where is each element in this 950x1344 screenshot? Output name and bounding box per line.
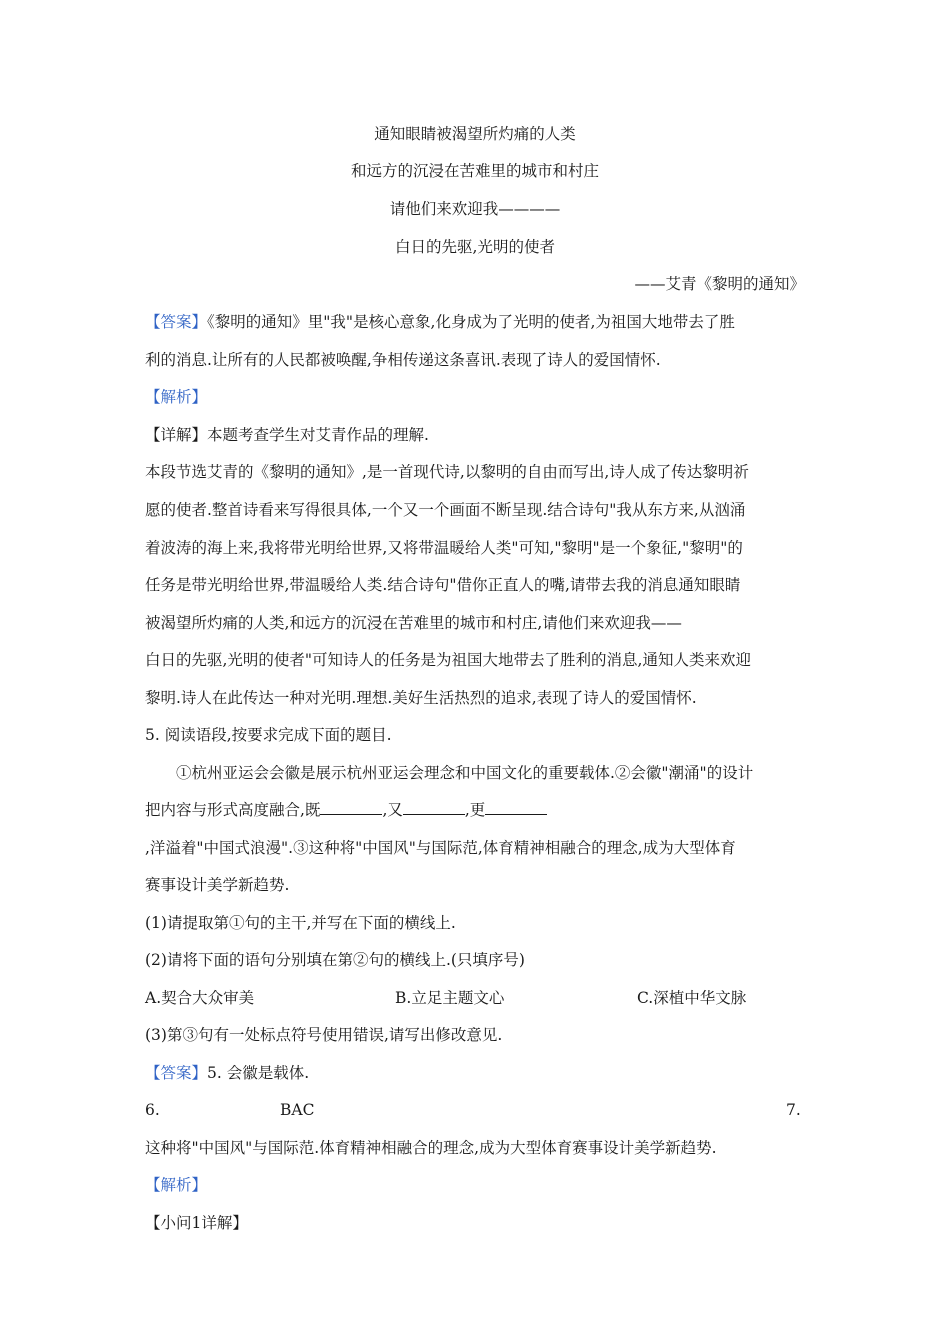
q4-detail-line-7: 黎明.诗人在此传达一种对光明.理想.美好生活热烈的追求,表现了诗人的爱国情怀. <box>145 689 697 707</box>
q4-detail-intro <box>145 425 805 445</box>
option-a: A.契合大众审美 <box>145 989 255 1007</box>
poem-line-1: 通知眼睛被渴望所灼痛的人类 <box>374 125 576 143</box>
q5-answer-5: 5. 会徽是载体. <box>207 1064 310 1082</box>
detail-tag: 【详解】 <box>145 426 208 444</box>
q4-answer-text-1: 《黎明的通知》里"我"是核心意象,化身成为了光明的使者,为祖国大地带去了胜 <box>207 313 735 331</box>
q4-detail-line-4: 任务是带光明给世界,带温暖给人类.结合诗句"借你正直人的嘴,请带去我的消息通知眼睛 <box>145 576 741 594</box>
q5-para-text-a: 把内容与形式高度融合,既 <box>145 801 321 819</box>
q4-detail-line-2: 愿的使者.整首诗看来写得很具体,一个又一个画面不断呈现.结合诗句"我从东方来,从汹涌 <box>145 501 746 519</box>
q4-answer-line-1 <box>145 312 805 332</box>
q5-sub1: (1)请提取第①句的主干,并写在下面的横线上. <box>145 914 456 932</box>
q5-sub-detail-tag: 【小问1详解】 <box>145 1214 248 1232</box>
q4-detail-line-3: 着波涛的海上来,我将带光明给世界,又将带温暖给人类"可知,"黎明"是一个象征,"黎明"的 <box>145 539 743 557</box>
answer-7-number: 7. <box>786 1101 801 1119</box>
answer-6-number: 6. <box>145 1101 160 1119</box>
q5-answer-line <box>145 1063 805 1083</box>
q5-para-line-2 <box>145 800 805 820</box>
poem-attribution: ——艾青《黎明的通知》 <box>634 275 805 293</box>
q5-para-line-3: ,洋溢着"中国式浪漫".③这种将"中国风"与国际范,体育精神相融合的理念,成为大型体育 <box>145 839 736 857</box>
q5-analysis-tag: 【解析】 <box>145 1176 208 1194</box>
detail-intro-text: 本题考查学生对艾青作品的理解. <box>207 426 429 444</box>
q4-analysis-tag: 【解析】 <box>145 388 208 406</box>
q4-detail-line-1: 本段节选艾青的《黎明的通知》,是一首现代诗,以黎明的自由而写出,诗人成了传达黎明祈 <box>145 463 749 481</box>
q5-sub3: (3)第③句有一处标点符号使用错误,请写出修改意见. <box>145 1026 503 1044</box>
option-c: C.深植中华文脉 <box>637 989 747 1007</box>
q5-answer-tag: 【答案】 <box>145 1064 208 1082</box>
blank-3 <box>485 800 547 815</box>
blank-2 <box>403 800 465 815</box>
blank-1 <box>320 800 382 815</box>
q5-para-text-c: ,更 <box>464 801 486 819</box>
q5-para-line-4: 赛事设计美学新趋势. <box>145 876 290 894</box>
q4-detail-line-6: 白日的先驱,光明的使者"可知诗人的任务是为祖国大地带去了胜利的消息,通知人类来欢迎 <box>145 651 751 669</box>
poem-line-3: 请他们来欢迎我———— <box>389 200 561 218</box>
option-b: B.立足主题文心 <box>395 989 505 1007</box>
poem-line-2: 和远方的沉浸在苦难里的城市和村庄 <box>350 162 599 180</box>
answer-tag: 【答案】 <box>145 313 208 331</box>
q4-answer-line-2: 利的消息.让所有的人民都被唤醒,争相传递这条喜讯.表现了诗人的爱国情怀. <box>145 351 661 369</box>
answer-6-value: BAC <box>280 1101 315 1119</box>
q5-para-line-1: ①杭州亚运会会徽是展示杭州亚运会理念和中国文化的重要载体.②会徽"潮涌"的设计 <box>176 764 754 782</box>
q5-para-text-b: ,又 <box>382 801 403 819</box>
q5-sub2: (2)请将下面的语句分别填在第②句的横线上.(只填序号) <box>145 951 525 969</box>
q4-detail-line-5: 被渴望所灼痛的人类,和远方的沉浸在苦难里的城市和村庄,请他们来欢迎我—— <box>145 614 682 632</box>
q5-heading: 5. 阅读语段,按要求完成下面的题目. <box>145 726 392 744</box>
answer-7-text: 这种将"中国风"与国际范.体育精神相融合的理念,成为大型体育赛事设计美学新趋势. <box>145 1139 717 1157</box>
poem-line-4: 白日的先驱,光明的使者 <box>395 238 555 256</box>
